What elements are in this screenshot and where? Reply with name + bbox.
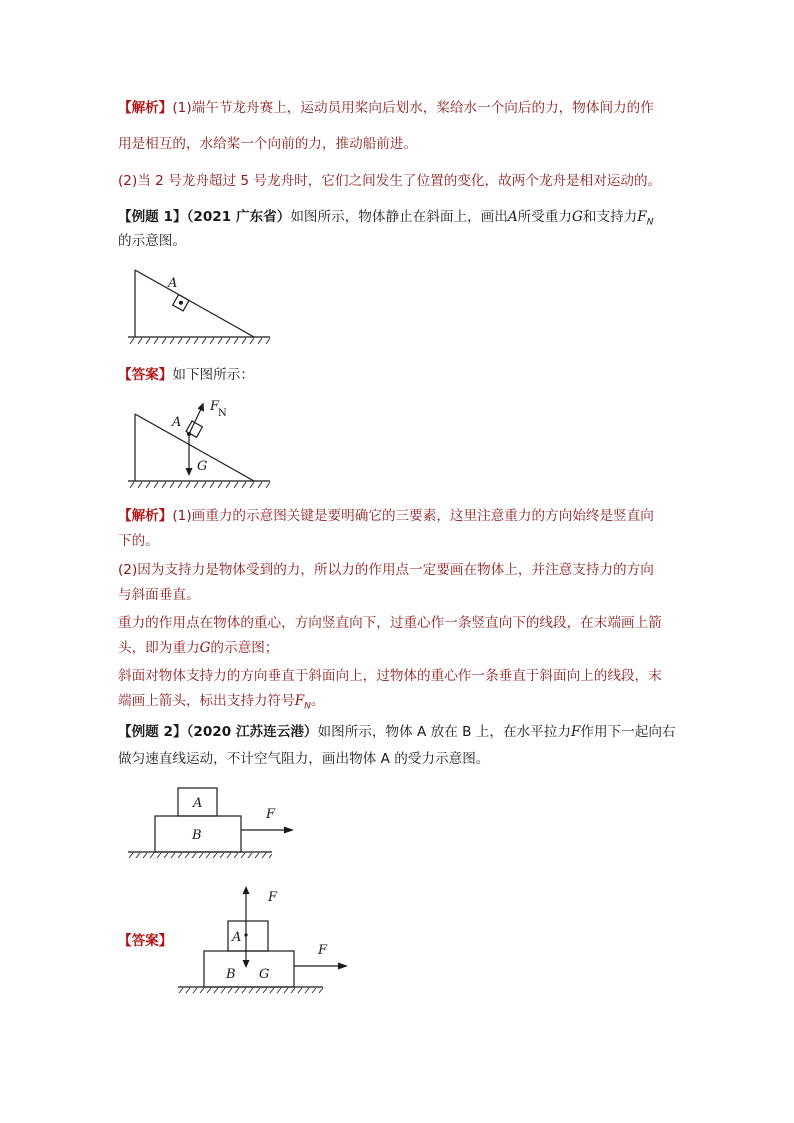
answer2-line bbox=[118, 932, 172, 950]
analysis2-label: 【解析】 bbox=[118, 508, 173, 524]
fig2-label-f: F bbox=[210, 399, 220, 414]
analysis2-p3b-g: G bbox=[199, 640, 211, 656]
analysis2-p3b bbox=[118, 639, 278, 657]
fig2-label-a: A bbox=[172, 415, 182, 430]
fig3-label-b: B bbox=[192, 828, 202, 843]
example2-line2: 做匀速直线运动，不计空气阻力，画出物体 A 的受力示意图。 bbox=[118, 751, 490, 767]
fig4-label-f-up: F bbox=[268, 890, 278, 905]
answer2-label: 【答案】 bbox=[118, 933, 173, 949]
analysis2-p3a: 重力的作用点在物体的重心，方向竖直向下，过重心作一条竖直向下的线段，在末端画上箭 bbox=[118, 615, 662, 631]
fig4-label-g: G bbox=[259, 967, 270, 982]
example1-source: （2021 广东省） bbox=[186, 209, 291, 225]
example1-sub-n: N bbox=[646, 217, 654, 228]
example2-var-f: F bbox=[570, 724, 581, 740]
example1-var-g: G bbox=[572, 209, 583, 225]
answer1-text: 如下图所示： bbox=[172, 367, 254, 383]
blocks-figure-2 bbox=[176, 884, 356, 999]
analysis2-p2b: 与斜面垂直。 bbox=[118, 587, 200, 603]
fig1-label-a: A bbox=[168, 276, 178, 291]
example2-text-b: 作用下一起向右 bbox=[580, 724, 676, 740]
analysis2-p1a bbox=[118, 507, 654, 525]
analysis2-p3b-2: 的示意图； bbox=[210, 640, 279, 656]
fig4-label-f-right: F bbox=[318, 943, 328, 958]
example1-line2: 的示意图。 bbox=[118, 233, 186, 249]
example1-text-b: 所受重力 bbox=[517, 209, 573, 225]
analysis2-p3b-1: 头，即为重力 bbox=[118, 640, 200, 656]
answer1-label: 【答案】 bbox=[118, 367, 173, 383]
analysis1-label: 【解析】 bbox=[118, 100, 173, 116]
analysis2-p4b-1: 端画上箭头，标出支持力符号 bbox=[118, 693, 295, 709]
analysis1-line3: (2)当 2 号龙舟超过 5 号龙舟时，它们之间发生了位置的变化，故两个龙舟是相对运动的。 bbox=[118, 173, 662, 189]
example2-label: 【例题 2】 bbox=[118, 724, 187, 740]
blocks-figure-1 bbox=[126, 786, 306, 861]
example1-var-a: A bbox=[507, 209, 518, 225]
analysis2-p4b-f: F bbox=[294, 693, 305, 709]
example1-var-f: F bbox=[637, 209, 647, 225]
fig3-label-f: F bbox=[266, 807, 276, 822]
example2-line1 bbox=[118, 723, 676, 741]
analysis2-p4a: 斜面对物体支持力的方向垂直于斜面向上，过物体的重心作一条垂直于斜面向上的线段，末 bbox=[118, 668, 662, 684]
fig4-label-a: A bbox=[232, 930, 242, 945]
analysis2-p4b-2: 。 bbox=[310, 693, 325, 709]
incline-figure-1 bbox=[118, 264, 278, 354]
fig4-label-b: B bbox=[226, 967, 236, 982]
analysis2-p1b: 下的。 bbox=[118, 533, 159, 549]
example2-source: （2020 江苏连云港） bbox=[186, 724, 318, 740]
analysis1-text1: (1)端午节龙舟赛上，运动员用桨向后划水，桨给水一个向后的力，物体间力的作 bbox=[172, 100, 654, 116]
example1-line1 bbox=[118, 208, 653, 232]
incline-figure-2 bbox=[118, 398, 278, 493]
example1-text-c: 和支持力 bbox=[582, 209, 638, 225]
example2-text-a: 如图所示，物体 A 放在 B 上，在水平拉力 bbox=[317, 724, 571, 740]
example1-text-a: 如图所示，物体静止在斜面上，画出 bbox=[290, 209, 508, 225]
analysis2-p4b-n: N bbox=[304, 701, 311, 712]
example1-label: 【例题 1】 bbox=[118, 209, 187, 225]
fig2-label-g: G bbox=[197, 459, 208, 474]
answer1-line bbox=[118, 366, 254, 384]
fig3-label-a: A bbox=[193, 796, 203, 811]
analysis1-line2: 用是相互的，水给桨一个向前的力，推动船前进。 bbox=[118, 136, 418, 152]
analysis2-text-p1a: (1)画重力的示意图关键是要明确它的三要素，这里注意重力的方向始终是竖直向 bbox=[172, 508, 654, 524]
analysis2-p4b bbox=[118, 692, 324, 716]
analysis1-line1 bbox=[118, 99, 654, 117]
fig2-label-n: N bbox=[218, 408, 227, 419]
analysis2-p2a: (2)因为支持力是物体受到的力，所以力的作用点一定要画在物体上，并注意支持力的方向 bbox=[118, 562, 654, 578]
